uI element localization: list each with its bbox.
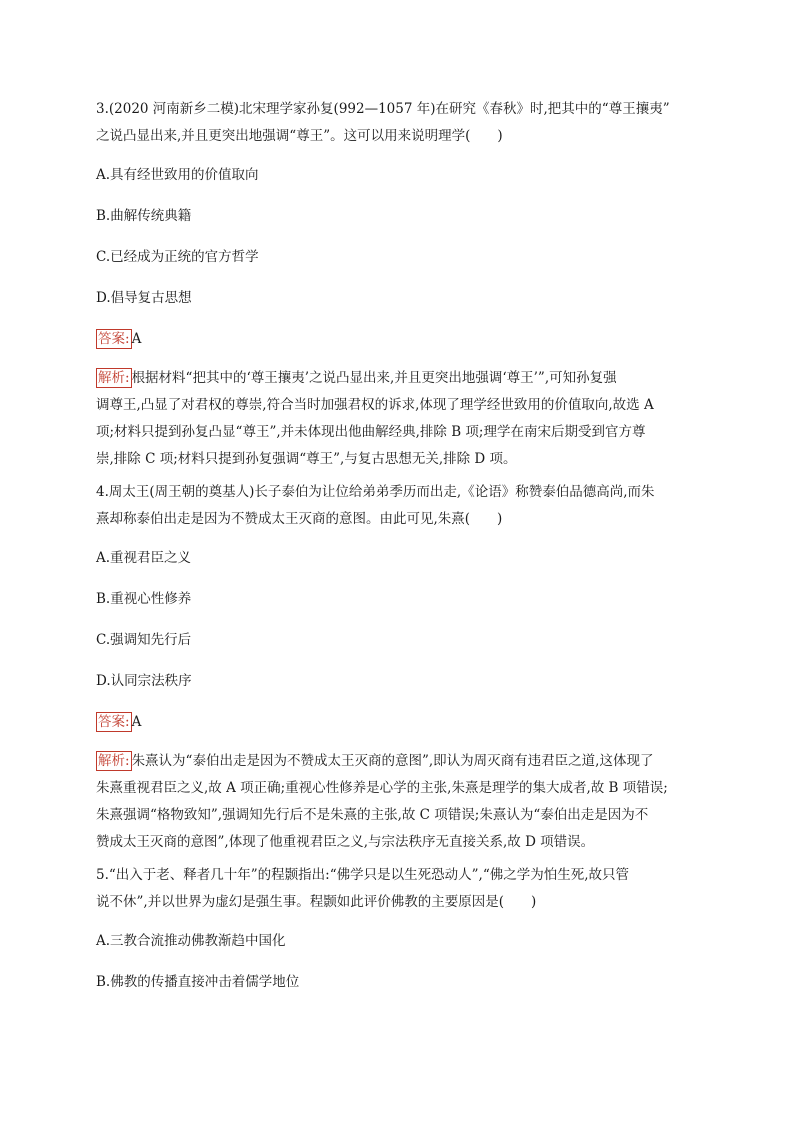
analysis-line: 崇,排除 C 项;材料只提到孙复强调“尊王”,与复古思想无关,排除 D 项。 [96, 451, 517, 467]
analysis-line: 朱熹强调“格物致知”,强调知先行后不是朱熹的主张,故 C 项错误;朱熹认为“泰伯出走是因为不 [96, 807, 649, 823]
option-c: C.已经成为正统的官方哲学 [96, 249, 259, 265]
answer-row [96, 326, 700, 353]
option-d: D.认同宗法秩序 [96, 673, 192, 689]
answer-value: A [131, 331, 142, 347]
question-3 [96, 96, 700, 473]
analysis-block [96, 365, 700, 473]
stem-line: 4.周太王(周王朝的奠基人)长子泰伯为让位给弟弟季历而出走,《论语》称赞泰伯品德高尚,而朱 [96, 484, 655, 500]
option-a: A.重视君臣之义 [96, 550, 192, 566]
option-b: B.佛教的传播直接冲击着儒学地位 [96, 974, 300, 990]
question-stem [96, 479, 700, 533]
stem-line: 说不休”,并以世界为虚幻是强生事。程颢如此评价佛教的主要原因是( ) [96, 894, 537, 910]
option-a: A.三教合流推动佛教渐趋中国化 [96, 933, 286, 949]
option-b: B.重视心性修养 [96, 591, 192, 607]
answer-value: A [131, 714, 142, 730]
analysis-line: 朱熹重视君臣之义,故 A 项正确;重视心性修养是心学的主张,朱熹是理学的集大成者,故 B 项错误; [96, 780, 668, 796]
stem-line: 熹却称泰伯出走是因为不赞成太王灭商的意图。由此可见,朱熹( ) [96, 511, 503, 527]
analysis-line: 项;材料只提到孙复凸显“尊王”,并未体现出他曲解经典,排除 B 项;理学在南宋后期受到官方尊 [96, 424, 646, 440]
analysis-line: 解析: 根据材料“把其中的‘尊王攘夷’之说凸显出来,并且更突出地强调‘尊王’”,可知孙复强 [98, 370, 617, 386]
question-5 [96, 862, 700, 996]
question-stem [96, 862, 700, 916]
question-4 [96, 479, 700, 856]
analysis-line: 解析: 朱熹认为“泰伯出走是因为不赞成太王灭商的意图”,即认为周灭商有违君臣之道,这体现了 [98, 753, 654, 769]
stem-line: 5.“出入于老、释者几十年”的程颢指出:“佛学只是以生死恐动人”,“佛之学为怕生死,故只管 [96, 867, 630, 883]
analysis-label: 解析: [98, 370, 130, 386]
stem-line: 之说凸显出来,并且更突出地强调“尊王”。这可以用来说明理学( ) [96, 128, 503, 144]
option-d: D.倡导复古思想 [96, 290, 192, 306]
analysis-line: 调尊王,凸显了对君权的尊崇,符合当时加强君权的诉求,体现了理学经世致用的价值取向,故选 A [96, 397, 654, 413]
option-c: C.强调知先行后 [96, 632, 192, 648]
answer-label: 答案: [98, 714, 130, 730]
stem-line: 3.(2020 河南新乡二模)北宋理学家孙复(992—1057 年)在研究《春秋》时,把其中的“尊王攘夷” [96, 101, 670, 117]
answer-label: 答案: [98, 331, 130, 347]
analysis-block [96, 748, 700, 856]
option-b: B.曲解传统典籍 [96, 208, 192, 224]
document-page [96, 96, 700, 1010]
analysis-line: 赞成太王灭商的意图”,体现了他重视君臣之义,与宗法秩序无直接关系,故 D 项错误。 [96, 834, 595, 850]
option-a: A.具有经世致用的价值取向 [96, 167, 259, 183]
analysis-label: 解析: [98, 753, 130, 769]
answer-row [96, 709, 700, 736]
question-stem [96, 96, 700, 150]
